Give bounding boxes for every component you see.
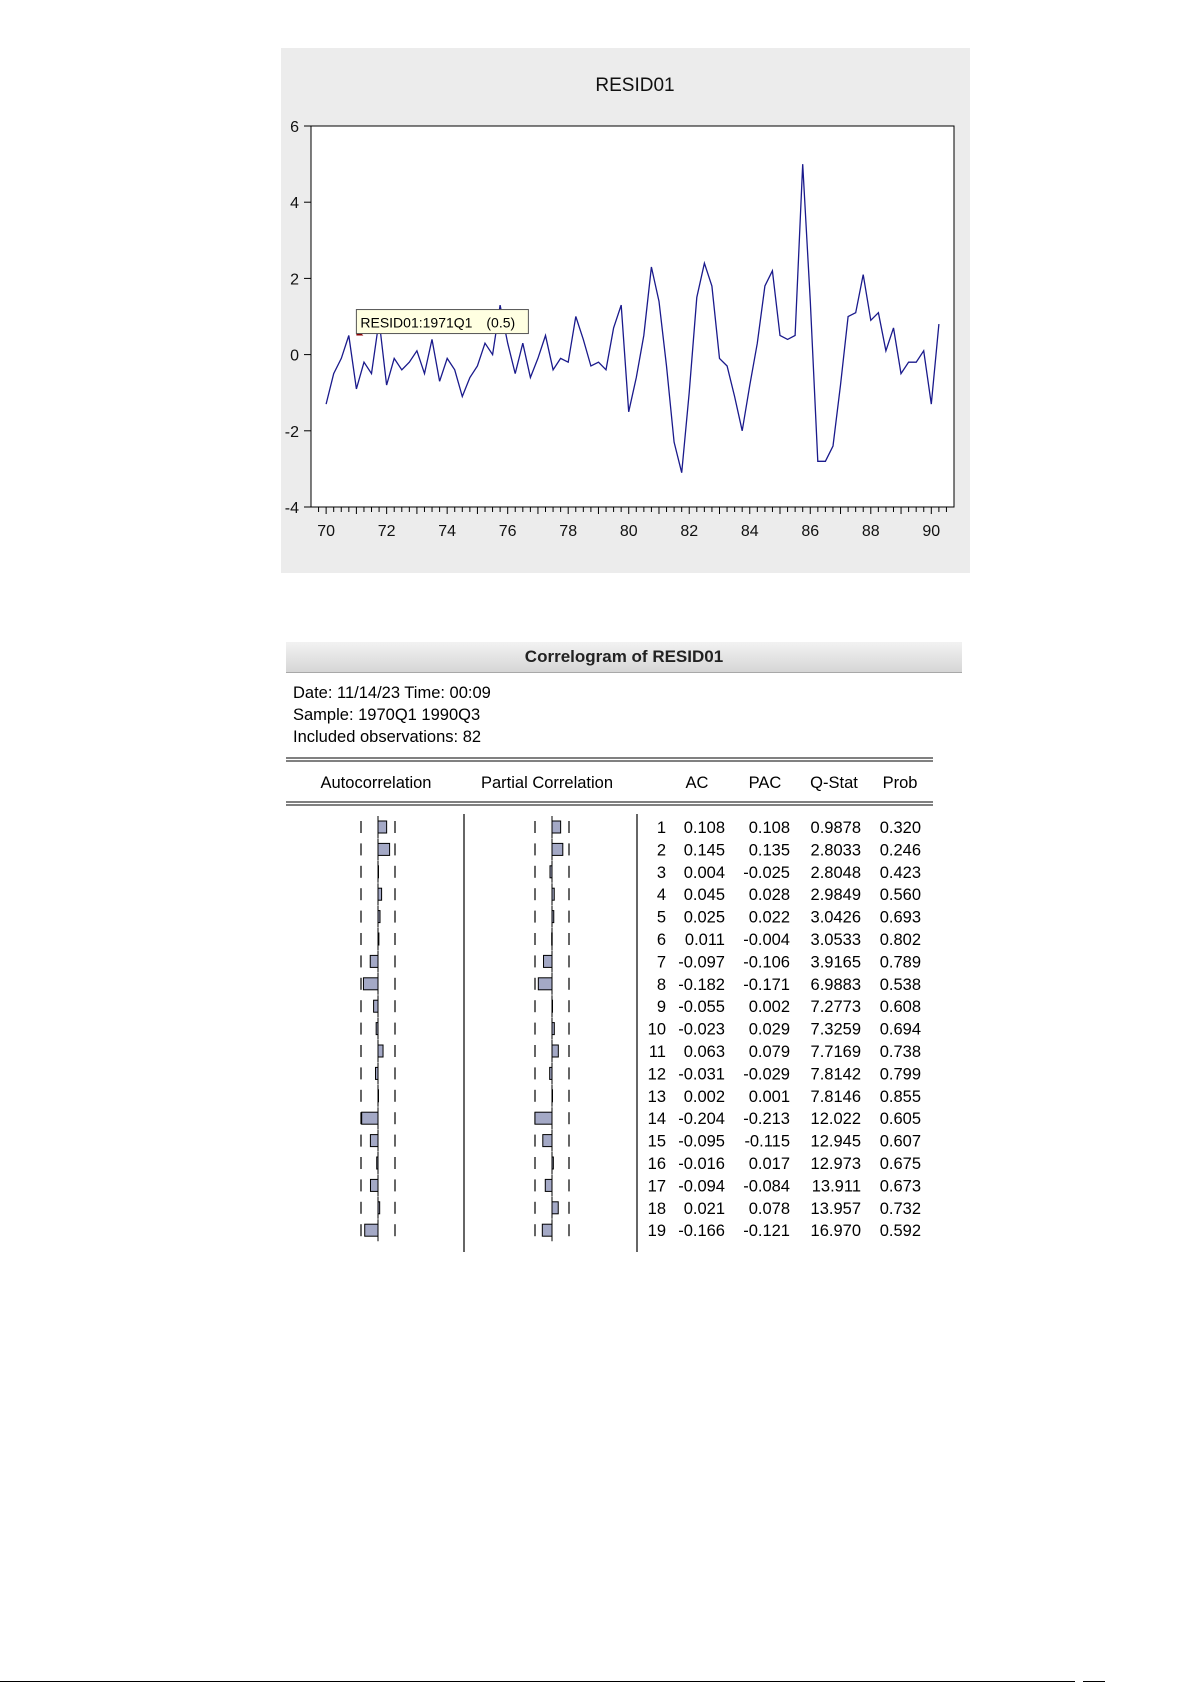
table-row: [361, 1130, 921, 1152]
lag-value: 11: [648, 1043, 666, 1061]
q-stat-value: 3.0426: [810, 908, 861, 927]
lag-value: 12: [647, 1065, 666, 1084]
pac-bar: [552, 933, 553, 945]
pac-value: 0.028: [748, 886, 790, 905]
lag-value: 15: [647, 1132, 666, 1151]
column-header: Q-Stat: [810, 774, 858, 792]
prob-value: 0.693: [879, 908, 921, 927]
q-stat-value: 7.2773: [810, 998, 861, 1017]
prob-value: 0.423: [879, 863, 921, 882]
ac-bar: [377, 1157, 378, 1169]
prob-value: 0.673: [879, 1177, 921, 1196]
pac-value: -0.106: [743, 953, 790, 972]
y-tick-label: -2: [284, 423, 299, 441]
pac-bar: [535, 1112, 552, 1124]
ac-bar: [378, 1202, 380, 1214]
lag-value: 9: [656, 998, 666, 1017]
table-row: [361, 928, 921, 950]
ac-value: -0.095: [678, 1132, 725, 1151]
table-row: [361, 838, 921, 860]
correlogram-panel: [286, 642, 962, 1252]
q-stat-value: 13.911: [811, 1177, 861, 1196]
x-tick-label: 72: [377, 523, 396, 540]
prob-value: 0.799: [879, 1065, 921, 1084]
ac-value: 0.002: [683, 1087, 725, 1106]
info-sample: Sample: 1970Q1 1990Q3: [293, 706, 481, 724]
q-stat-value: 16.970: [810, 1222, 861, 1241]
pac-value: -0.115: [744, 1132, 790, 1151]
prob-value: 0.560: [879, 886, 921, 905]
q-stat-value: 12.945: [810, 1132, 861, 1151]
q-stat-value: 12.973: [810, 1155, 861, 1173]
q-stat-value: 7.8146: [810, 1087, 861, 1106]
ac-value: 0.011: [684, 931, 725, 949]
x-tick-label: 76: [498, 523, 517, 540]
pac-bar: [552, 1000, 553, 1012]
pac-bar: [552, 1045, 558, 1057]
correlogram-table: [286, 642, 962, 1252]
ac-value: 0.045: [683, 886, 725, 905]
q-stat-value: 12.022: [810, 1110, 861, 1129]
pac-value: 0.078: [748, 1199, 790, 1218]
pac-bar: [552, 843, 563, 855]
table-row: [361, 1174, 921, 1196]
prob-value: 0.738: [879, 1043, 921, 1061]
x-tick-label: 74: [438, 523, 457, 540]
lag-value: 18: [647, 1199, 666, 1218]
pac-bar: [552, 1090, 553, 1102]
lag-value: 7: [656, 953, 666, 972]
ac-value: -0.055: [678, 998, 725, 1017]
x-tick-label: 88: [861, 523, 880, 540]
lag-value: 10: [647, 1020, 666, 1039]
prob-value: 0.855: [879, 1087, 921, 1106]
table-row: [361, 1062, 921, 1084]
q-stat-value: 7.7169: [810, 1043, 861, 1061]
pac-value: 0.079: [748, 1043, 790, 1061]
y-tick-label: 4: [290, 195, 299, 213]
ac-value: -0.182: [678, 975, 725, 994]
column-header: Autocorrelation: [320, 774, 432, 792]
ac-value: -0.097: [678, 953, 725, 972]
prob-value: 0.694: [879, 1020, 921, 1039]
ac-bar: [370, 955, 378, 967]
pac-value: 0.022: [748, 908, 790, 927]
pac-bar: [542, 1224, 552, 1236]
prob-value: 0.607: [879, 1132, 921, 1151]
x-tick-label: 84: [740, 523, 759, 540]
pac-value: -0.171: [743, 975, 790, 994]
ac-bar: [362, 1112, 378, 1124]
table-row: [361, 906, 921, 928]
ac-value: -0.166: [678, 1222, 725, 1241]
q-stat-value: 0.9878: [810, 819, 861, 837]
correlogram-title: Correlogram of RESID01: [286, 642, 962, 673]
q-stat-value: 7.3259: [810, 1020, 861, 1039]
y-tick-label: 6: [290, 119, 299, 136]
table-row: [361, 883, 921, 905]
info-observations: Included observations: 82: [293, 728, 482, 746]
table-row: [361, 1018, 921, 1040]
lag-value: 4: [656, 886, 666, 905]
ac-value: 0.108: [683, 819, 725, 837]
ac-value: -0.023: [678, 1020, 725, 1039]
pac-bar: [552, 1157, 553, 1169]
x-tick-label: 80: [619, 523, 638, 540]
ac-bar: [378, 933, 379, 945]
x-tick-label: 90: [922, 523, 941, 540]
pac-value: 0.135: [748, 841, 790, 860]
pac-bar: [552, 1023, 554, 1035]
q-stat-value: 2.8033: [810, 841, 861, 860]
tooltip-label: RESID01:1971Q1: [360, 314, 473, 331]
table-row: [361, 973, 921, 995]
ac-bar: [363, 978, 378, 990]
lag-value: 2: [656, 841, 666, 860]
prob-value: 0.732: [879, 1199, 921, 1218]
residual-line-chart: [281, 48, 970, 573]
lag-value: 3: [656, 863, 666, 882]
pac-bar: [544, 955, 552, 967]
pac-bar: [545, 1179, 552, 1191]
prob-value: 0.246: [879, 841, 921, 860]
table-row: [361, 1219, 921, 1241]
ac-bar: [370, 1179, 378, 1191]
q-stat-value: 7.8142: [810, 1065, 861, 1084]
q-stat-value: 3.0533: [810, 931, 861, 949]
column-header: Partial Correlation: [480, 774, 614, 792]
chart-title: RESID01: [595, 75, 675, 96]
lag-value: 1: [656, 819, 666, 837]
x-tick-label: 86: [801, 523, 820, 540]
q-stat-value: 3.9165: [810, 953, 861, 972]
pac-value: -0.121: [743, 1222, 790, 1241]
lag-value: 13: [647, 1087, 666, 1106]
ac-value: 0.025: [683, 908, 725, 927]
column-header: PAC: [748, 774, 782, 792]
tooltip-value: (0.5): [486, 314, 516, 331]
pac-value: 0.029: [748, 1020, 790, 1039]
ac-bar: [374, 1000, 378, 1012]
pac-bar: [552, 1202, 558, 1214]
lag-value: 14: [647, 1110, 666, 1129]
pac-value: 0.001: [748, 1087, 790, 1106]
ac-bar: [378, 843, 390, 855]
info-date-time: Date: 11/14/23 Time: 00:09: [293, 684, 491, 702]
table-row: [361, 1152, 921, 1174]
lag-value: 17: [647, 1177, 666, 1196]
ac-value: 0.145: [683, 841, 725, 860]
table-row: [361, 995, 921, 1017]
lag-value: 19: [647, 1222, 666, 1241]
ac-bar: [378, 911, 380, 923]
pac-bar: [550, 1067, 552, 1079]
column-header: Prob: [882, 774, 918, 792]
ac-value: -0.204: [678, 1110, 725, 1129]
lag-value: 8: [656, 975, 666, 994]
ac-bar: [376, 1023, 378, 1035]
pac-value: 0.108: [748, 819, 790, 837]
column-header: AC: [685, 774, 709, 792]
prob-value: 0.789: [879, 953, 921, 972]
pac-bar: [550, 866, 552, 878]
q-stat-value: 13.957: [810, 1199, 861, 1218]
pac-value: 0.017: [748, 1155, 790, 1173]
ac-value: -0.031: [678, 1065, 725, 1084]
prob-value: 0.320: [879, 819, 921, 837]
prob-value: 0.538: [879, 975, 921, 994]
ac-value: -0.016: [678, 1155, 725, 1173]
table-row: [361, 1197, 921, 1219]
pac-bar: [543, 1135, 552, 1147]
pac-value: -0.084: [743, 1177, 790, 1196]
table-row: [361, 861, 921, 883]
table-row: [361, 1107, 921, 1129]
prob-value: 0.675: [879, 1155, 921, 1173]
y-tick-label: 0: [290, 347, 299, 365]
ac-value: -0.094: [678, 1177, 725, 1196]
table-row: [361, 816, 921, 838]
y-tick-label: 2: [290, 271, 299, 289]
prob-value: 0.605: [879, 1110, 921, 1129]
table-row: [361, 1085, 921, 1107]
lag-value: 16: [647, 1155, 666, 1173]
x-tick-label: 78: [559, 523, 578, 540]
pac-value: -0.004: [743, 931, 790, 949]
x-tick-label: 70: [317, 523, 336, 540]
page-footer-rule: [0, 1681, 1075, 1682]
ac-bar: [378, 888, 382, 900]
tooltip: [356, 310, 528, 334]
ac-value: 0.004: [683, 863, 725, 882]
prob-value: 0.608: [879, 998, 921, 1017]
pac-bar: [552, 821, 561, 833]
ac-bar: [378, 821, 387, 833]
y-tick-label: -4: [284, 500, 299, 517]
ac-bar: [378, 1090, 379, 1102]
lag-value: 6: [656, 931, 666, 949]
ac-bar: [378, 866, 379, 878]
q-stat-value: 6.9883: [810, 975, 861, 994]
pac-bar: [552, 888, 554, 900]
x-tick-label: 82: [680, 523, 699, 540]
ac-bar: [365, 1224, 378, 1236]
table-row: [361, 950, 921, 972]
pac-value: 0.002: [748, 998, 790, 1017]
pac-bar: [552, 911, 554, 923]
ac-bar: [370, 1135, 378, 1147]
prob-value: 0.592: [879, 1222, 921, 1241]
pac-bar: [538, 978, 552, 990]
prob-value: 0.802: [879, 931, 921, 949]
table-row: [361, 1040, 921, 1062]
ac-value: 0.063: [683, 1043, 725, 1061]
pac-value: -0.025: [743, 863, 790, 882]
ac-bar: [376, 1067, 378, 1079]
pac-value: -0.213: [743, 1110, 790, 1129]
pac-value: -0.029: [743, 1065, 790, 1084]
plot-area: [285, 119, 954, 540]
q-stat-value: 2.8048: [810, 863, 861, 882]
ac-bar: [378, 1045, 383, 1057]
residual-chart-panel: [281, 48, 970, 573]
page-footer-tick: [1083, 1681, 1105, 1682]
q-stat-value: 2.9849: [810, 886, 861, 905]
lag-value: 5: [656, 908, 666, 927]
ac-value: 0.021: [683, 1199, 725, 1218]
